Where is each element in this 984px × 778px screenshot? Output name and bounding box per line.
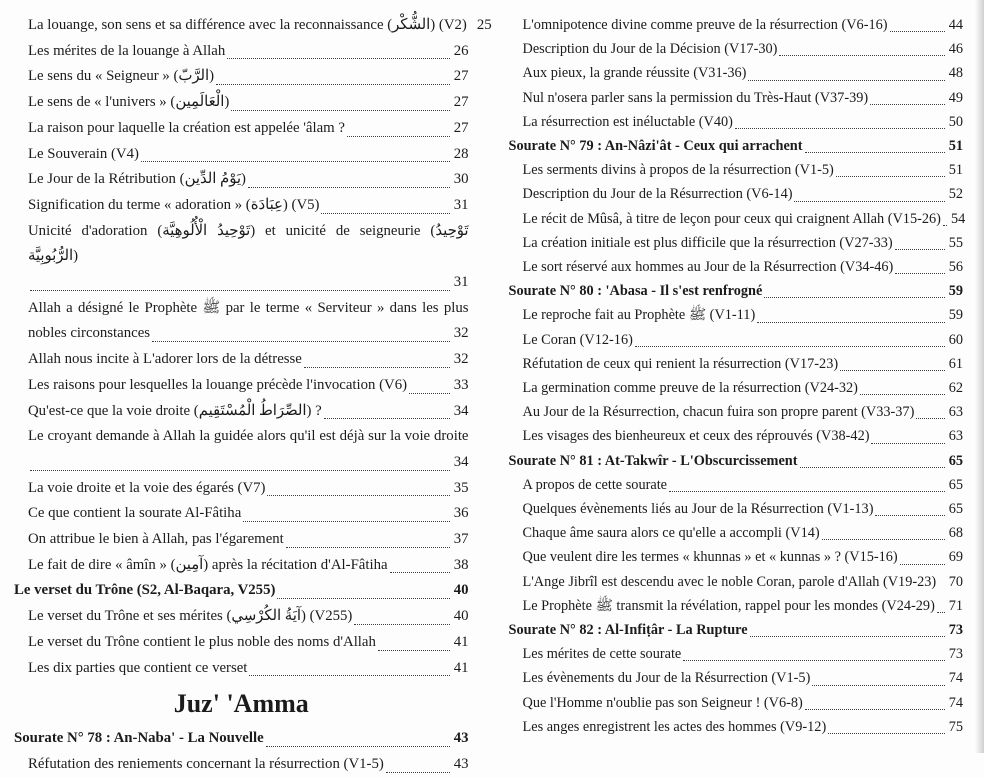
toc-entry-text: Quelques évènements liés au Jour de la Résurrection (V1-13) xyxy=(523,497,874,521)
page-number: 60 xyxy=(949,328,963,352)
page-number: 41 xyxy=(454,630,469,656)
toc-entry-line xyxy=(28,142,469,168)
toc-entry-text: La germination comme preuve de la résurrection (V24-32) xyxy=(523,376,858,400)
dot-leader xyxy=(277,598,449,599)
dot-leader xyxy=(227,58,449,59)
dot-leader xyxy=(937,612,945,613)
toc-entry-line xyxy=(523,255,964,279)
toc-entry-chapter xyxy=(509,279,964,303)
dot-leader xyxy=(30,470,450,471)
page-number: 59 xyxy=(949,279,963,303)
toc-entry xyxy=(509,231,964,255)
dot-leader xyxy=(386,772,450,773)
dot-leader xyxy=(748,80,944,81)
page-number: 56 xyxy=(949,255,963,279)
toc-entry xyxy=(509,715,964,739)
dot-leader xyxy=(779,55,944,56)
page-number: 75 xyxy=(949,715,963,739)
toc-column-left xyxy=(14,13,469,753)
toc-entry xyxy=(14,347,469,373)
page-number: 32 xyxy=(454,321,469,347)
toc-entry xyxy=(509,13,964,37)
toc-entry-text: Allah a désigné le Prophète ﷺ par le terme « Serviteur » dans les plus xyxy=(28,300,469,316)
dot-leader xyxy=(266,746,450,747)
section-heading-text: Juz' 'Amma xyxy=(174,689,309,718)
dot-leader xyxy=(890,31,945,32)
toc-entry xyxy=(14,39,469,65)
dot-leader xyxy=(635,346,945,347)
toc-entry xyxy=(509,497,964,521)
toc-entry xyxy=(509,376,964,400)
page-number: 71 xyxy=(949,594,963,618)
page-number: 33 xyxy=(454,373,469,399)
dot-leader xyxy=(943,225,947,226)
toc-entry xyxy=(509,328,964,352)
dot-leader xyxy=(324,418,450,419)
section-heading xyxy=(14,684,469,724)
page-number: 32 xyxy=(454,347,469,373)
dot-leader xyxy=(243,521,449,522)
dot-leader xyxy=(870,104,945,105)
toc-entry-text: Allah nous incite à L'adorer lors de la détresse xyxy=(28,347,302,373)
toc-entry xyxy=(14,527,469,553)
toc-entry-line xyxy=(523,231,964,255)
toc-entry-text: Le sort réservé aux hommes au Jour de la Résurrection (V34-46) xyxy=(523,255,894,279)
dot-leader xyxy=(812,685,944,686)
page-number: 31 xyxy=(454,193,469,219)
dot-leader xyxy=(800,467,945,468)
dot-leader xyxy=(347,136,450,137)
dot-leader xyxy=(757,322,944,323)
toc-entry-text: Le sens de « l'univers » (الْعَالَمِين) xyxy=(28,90,229,116)
dot-leader xyxy=(267,495,449,496)
toc-entry xyxy=(14,193,469,219)
toc-entry-text: Le reproche fait au Prophète ﷺ (V1-11) xyxy=(523,303,756,327)
page-number: 27 xyxy=(454,90,469,116)
toc-entry-text: Les évènements du Jour de la Résurrection (V1-5) xyxy=(523,666,811,690)
toc-entry-line xyxy=(523,182,964,206)
dot-leader xyxy=(822,539,945,540)
toc-entry-text: Sourate N° 79 : An-Nâzi'ât - Ceux qui arrachent xyxy=(509,134,803,158)
page-number: 52 xyxy=(949,182,963,206)
dot-leader xyxy=(840,370,945,371)
toc-entry xyxy=(509,86,964,110)
page-number: 44 xyxy=(949,13,963,37)
toc-entry-chapter xyxy=(509,134,964,158)
dot-leader xyxy=(900,564,945,565)
toc-entry-line xyxy=(28,630,469,656)
toc-entry-text: La raison pour laquelle la création est appelée 'âlam ? xyxy=(28,116,345,142)
toc-entry xyxy=(14,373,469,399)
toc-entry-text: Sourate N° 80 : 'Abasa - Il s'est renfrogné xyxy=(509,279,763,303)
page-number: 65 xyxy=(949,473,963,497)
page-number: 48 xyxy=(949,61,963,85)
toc-entry-line xyxy=(28,553,469,579)
toc-entry-line xyxy=(28,450,469,476)
toc-entry-line xyxy=(28,39,469,65)
toc-entry-line xyxy=(523,545,964,569)
dot-leader xyxy=(764,297,944,298)
toc-entry-text: Le fait de dire « âmîn » (آمِين) après la récitation d'Al-Fâtiha xyxy=(28,553,388,579)
toc-entry-line xyxy=(523,473,964,497)
page-number: 62 xyxy=(949,376,963,400)
toc-entry xyxy=(509,255,964,279)
toc-entry-text: Le Coran (V12-16) xyxy=(523,328,633,352)
toc-entry-text: nobles circonstances xyxy=(28,321,150,347)
toc-entry-text: Sourate N° 81 : At-Takwîr - L'Obscurcissement xyxy=(509,449,798,473)
toc-entry xyxy=(509,545,964,569)
toc-entry xyxy=(509,158,964,182)
toc-entry-line xyxy=(509,279,964,303)
toc-entry xyxy=(14,553,469,579)
toc-entry xyxy=(14,296,469,347)
toc-entry-text: L'Ange Jibrîl est descendu avec le noble Coran, parole d'Allah (V19-23) xyxy=(523,570,937,594)
toc-entry-line xyxy=(14,726,469,752)
toc-entry-text: Le verset du Trône contient le plus noble des noms d'Allah xyxy=(28,630,376,656)
page-number: 30 xyxy=(454,167,469,193)
toc-entry-line xyxy=(28,116,469,142)
page-number: 49 xyxy=(949,86,963,110)
toc-entry-line xyxy=(509,134,964,158)
page-number: 50 xyxy=(949,110,963,134)
toc-entry xyxy=(509,352,964,376)
toc-entry-line xyxy=(28,399,469,425)
toc-entry-line xyxy=(28,424,469,450)
dot-leader xyxy=(248,187,450,188)
toc-entry xyxy=(14,399,469,425)
toc-entry xyxy=(509,303,964,327)
toc-entry-line xyxy=(14,578,469,604)
toc-entry xyxy=(14,64,469,90)
toc-entry-line xyxy=(28,347,469,373)
toc-entry xyxy=(14,656,469,682)
toc-entry-line xyxy=(523,37,964,61)
toc-entry-text: Que l'Homme n'oublie pas son Seigneur ! (V6-8) xyxy=(523,691,803,715)
toc-entry xyxy=(14,604,469,630)
dot-leader xyxy=(828,733,944,734)
dot-leader xyxy=(216,84,450,85)
page-number: 27 xyxy=(454,64,469,90)
toc-entry-chapter xyxy=(509,449,964,473)
toc-entry-text: On attribue le bien à Allah, pas l'égarement xyxy=(28,527,284,553)
toc-entry-text: Les serments divins à propos de la résurrection (V1-5) xyxy=(523,158,834,182)
toc-entry-line xyxy=(523,86,964,110)
page-number: 34 xyxy=(454,450,469,476)
toc-entry-text: Signification du terme « adoration » (عِبَادَة) (V5) xyxy=(28,193,319,219)
toc-entry-line xyxy=(523,110,964,134)
toc-entry-text: Le croyant demande à Allah la guidée alors qu'il est déjà sur la voie droite xyxy=(28,428,469,444)
toc-entry-text: Ce que contient la sourate Al-Fâtiha xyxy=(28,501,241,527)
toc-entry-chapter xyxy=(509,618,964,642)
toc-entry-line xyxy=(28,527,469,553)
toc-entry-line xyxy=(523,207,964,231)
dot-leader xyxy=(409,393,450,394)
toc-entry-text: La voie droite et la voie des égarés (V7) xyxy=(28,476,265,502)
page-number: 59 xyxy=(949,303,963,327)
page-number: 63 xyxy=(949,424,963,448)
toc-entry-line xyxy=(523,400,964,424)
toc-entry-text: Le récit de Mûsâ, à titre de leçon pour ceux qui craignent Allah (V15-26) xyxy=(523,207,941,231)
page-number: 27 xyxy=(454,116,469,142)
toc-entry-text: Nul n'osera parler sans la permission du Très-Haut (V37-39) xyxy=(523,86,869,110)
toc-entry-text: La louange, son sens et sa différence avec la reconnaissance (الشُّكْر) (V2) xyxy=(28,13,467,39)
toc-entry-text: Le Jour de la Rétribution (يَوْمُ الدِّين) xyxy=(28,167,246,193)
page-number: 26 xyxy=(454,39,469,65)
dot-leader xyxy=(683,660,944,661)
toc-entry-text: Les visages des bienheureux et ceux des réprouvés (V38-42) xyxy=(523,424,870,448)
toc-entry-text: A propos de cette sourate xyxy=(523,473,668,497)
toc-entry xyxy=(509,182,964,206)
page-number: 74 xyxy=(949,691,963,715)
page-number: 38 xyxy=(454,553,469,579)
toc-entry-text: Sourate N° 82 : Al-Infiṭâr - La Rupture xyxy=(509,618,748,642)
toc-entry xyxy=(14,13,469,39)
toc-entry-text: Aux pieux, la grande réussite (V31-36) xyxy=(523,61,747,85)
toc-entry-text: Les mérites de la louange à Allah xyxy=(28,39,225,65)
dot-leader xyxy=(916,418,944,419)
toc-entry-line xyxy=(28,193,469,219)
toc-entry-text: La création initiale est plus difficile que la résurrection (V27-33) xyxy=(523,231,893,255)
page-number: 28 xyxy=(454,142,469,168)
toc-entry-line xyxy=(28,13,469,39)
toc-entry-line xyxy=(523,61,964,85)
toc-entry-line xyxy=(523,594,964,618)
toc-entry xyxy=(14,116,469,142)
page-number: 69 xyxy=(949,545,963,569)
toc-entry xyxy=(509,61,964,85)
toc-entry-line xyxy=(28,270,469,296)
toc-entry-text: Au Jour de la Résurrection, chacun fuira son propre parent (V33-37) xyxy=(523,400,915,424)
page-number: 65 xyxy=(949,497,963,521)
toc-entry-line xyxy=(28,656,469,682)
toc-entry xyxy=(509,642,964,666)
toc-entry-line xyxy=(28,373,469,399)
page-number: 35 xyxy=(454,476,469,502)
toc-entry-line xyxy=(523,158,964,182)
toc-entry xyxy=(509,691,964,715)
page-number: 68 xyxy=(949,521,963,545)
toc-entry xyxy=(14,424,469,475)
toc-entry-line xyxy=(509,449,964,473)
dot-leader xyxy=(231,110,449,111)
toc-entry xyxy=(509,666,964,690)
dot-leader xyxy=(875,515,944,516)
toc-entry-line xyxy=(509,618,964,642)
toc-entry-text: Le verset du Trône et ses mérites (آيَةُ الكُرْسِي) (V255) xyxy=(28,604,352,630)
toc-entry-text: La résurrection est inéluctable (V40) xyxy=(523,110,733,134)
toc-entry-line xyxy=(28,296,469,322)
dot-leader xyxy=(871,443,944,444)
page-number: 25 xyxy=(477,13,492,39)
page-number: 54 xyxy=(951,207,965,231)
toc-entry-text: Que veulent dire les termes « khunnas » et « kunnas » ? (V15-16) xyxy=(523,545,898,569)
toc-entry-line xyxy=(523,715,964,739)
toc-entry-text: Unicité d'adoration (تَوْحِيدُ الْأُلُوهِيَّة) et unicité de seigneurie (تَوْحِيدُ الرُّبُوبِيَّة) xyxy=(28,223,469,265)
toc-entry-chapter xyxy=(14,726,469,752)
toc-entry xyxy=(509,110,964,134)
dot-leader xyxy=(390,572,450,573)
toc-entry-text: Sourate N° 78 : An-Naba' - La Nouvelle xyxy=(14,726,264,752)
page-number: 40 xyxy=(454,578,469,604)
toc-entry-text: Le sens du « Seigneur » (الرَّبّ) xyxy=(28,64,214,90)
toc-entry-text: Description du Jour de la Décision (V17-30) xyxy=(523,37,778,61)
toc-entry-line xyxy=(523,328,964,352)
toc-entry-line xyxy=(523,352,964,376)
dot-leader xyxy=(750,636,945,637)
toc-entry xyxy=(509,570,964,594)
toc-column-right xyxy=(509,13,964,753)
dot-leader xyxy=(735,128,945,129)
toc-entry xyxy=(14,167,469,193)
dot-leader xyxy=(860,394,945,395)
page-number: 43 xyxy=(454,726,469,752)
toc-entry xyxy=(509,424,964,448)
toc-entry-line xyxy=(523,642,964,666)
toc-entry-line xyxy=(28,64,469,90)
toc-entry-line xyxy=(523,424,964,448)
page-number: 36 xyxy=(454,501,469,527)
dot-leader xyxy=(669,491,945,492)
toc-entry-line xyxy=(523,666,964,690)
toc-entry xyxy=(509,400,964,424)
toc-entry-text: Le verset du Trône (S2, Al-Baqara, V255) xyxy=(14,578,275,604)
toc-entry-line xyxy=(523,376,964,400)
dot-leader xyxy=(378,650,450,651)
toc-entry-text: Les anges enregistrent les actes des hommes (V9-12) xyxy=(523,715,827,739)
page-number: 43 xyxy=(454,752,469,778)
toc-entry-text: Description du Jour de la Résurrection (V6-14) xyxy=(523,182,793,206)
toc-entry-text: Les dix parties que contient ce verset xyxy=(28,656,247,682)
toc-entry-line xyxy=(523,570,964,594)
toc-entry xyxy=(509,594,964,618)
page-number: 46 xyxy=(949,37,963,61)
toc-entry-text: Le Souverain (V4) xyxy=(28,142,139,168)
page-number: 34 xyxy=(454,399,469,425)
toc-entry xyxy=(14,630,469,656)
toc-entry xyxy=(14,476,469,502)
toc-entry-line xyxy=(28,501,469,527)
dot-leader xyxy=(304,367,450,368)
toc-entry-line xyxy=(523,497,964,521)
page-number: 74 xyxy=(949,666,963,690)
page-number: 63 xyxy=(949,400,963,424)
dot-leader xyxy=(805,152,945,153)
toc-entry-line xyxy=(523,521,964,545)
toc-entry-text: Réfutation des reniements concernant la résurrection (V1-5) xyxy=(28,752,384,778)
toc-entry-line xyxy=(28,219,469,270)
page-number: 51 xyxy=(949,158,963,182)
toc-entry xyxy=(509,521,964,545)
toc-entry-line xyxy=(28,90,469,116)
toc-entry-line xyxy=(523,13,964,37)
toc-entry xyxy=(509,207,964,231)
page-number: 37 xyxy=(454,527,469,553)
toc-entry-text: L'omnipotence divine comme preuve de la résurrection (V6-16) xyxy=(523,13,888,37)
page-number: 31 xyxy=(454,270,469,296)
toc-entry-line xyxy=(28,604,469,630)
dot-leader xyxy=(354,624,449,625)
page-number: 55 xyxy=(949,231,963,255)
toc-entry-text: Chaque âme saura alors ce qu'elle a accompli (V14) xyxy=(523,521,820,545)
toc-entry xyxy=(14,90,469,116)
dot-leader xyxy=(321,213,449,214)
toc-entry-text: Les mérites de cette sourate xyxy=(523,642,682,666)
dot-leader xyxy=(30,290,450,291)
toc-entry xyxy=(14,501,469,527)
dot-leader xyxy=(286,547,450,548)
toc-entry-line xyxy=(28,752,469,778)
dot-leader xyxy=(794,201,944,202)
toc-entry-line xyxy=(523,691,964,715)
toc-entry-line xyxy=(28,476,469,502)
toc-entry-line xyxy=(28,167,469,193)
page-number: 51 xyxy=(949,134,963,158)
toc-entry-line xyxy=(523,303,964,327)
toc-entry-text: Qu'est-ce que la voie droite (الصِّرَاطُ الْمُسْتَقِيم) ? xyxy=(28,399,322,425)
toc-entry-chapter xyxy=(14,578,469,604)
page-number: 73 xyxy=(949,618,963,642)
dot-leader xyxy=(836,176,945,177)
toc-entry xyxy=(14,142,469,168)
dot-leader xyxy=(249,675,449,676)
page-number: 65 xyxy=(949,449,963,473)
page-number: 41 xyxy=(454,656,469,682)
toc-entry-text: Réfutation de ceux qui renient la résurrection (V17-23) xyxy=(523,352,839,376)
dot-leader xyxy=(895,273,944,274)
page-number: 40 xyxy=(454,604,469,630)
toc-entry xyxy=(509,473,964,497)
toc-entry-text: Le Prophète ﷺ transmit la révélation, rappel pour les mondes (V24-29) xyxy=(523,594,935,618)
dot-leader xyxy=(141,161,450,162)
toc-entry xyxy=(14,219,469,296)
dot-leader xyxy=(805,709,945,710)
page-number: 73 xyxy=(949,642,963,666)
toc-entry xyxy=(14,752,469,778)
page-number: 61 xyxy=(949,352,963,376)
page-number: 70 xyxy=(949,570,963,594)
toc-entry-text: Les raisons pour lesquelles la louange précède l'invocation (V6) xyxy=(28,373,407,399)
dot-leader xyxy=(152,341,450,342)
toc-entry-line xyxy=(28,321,469,347)
dot-leader xyxy=(895,249,945,250)
toc-entry xyxy=(509,37,964,61)
